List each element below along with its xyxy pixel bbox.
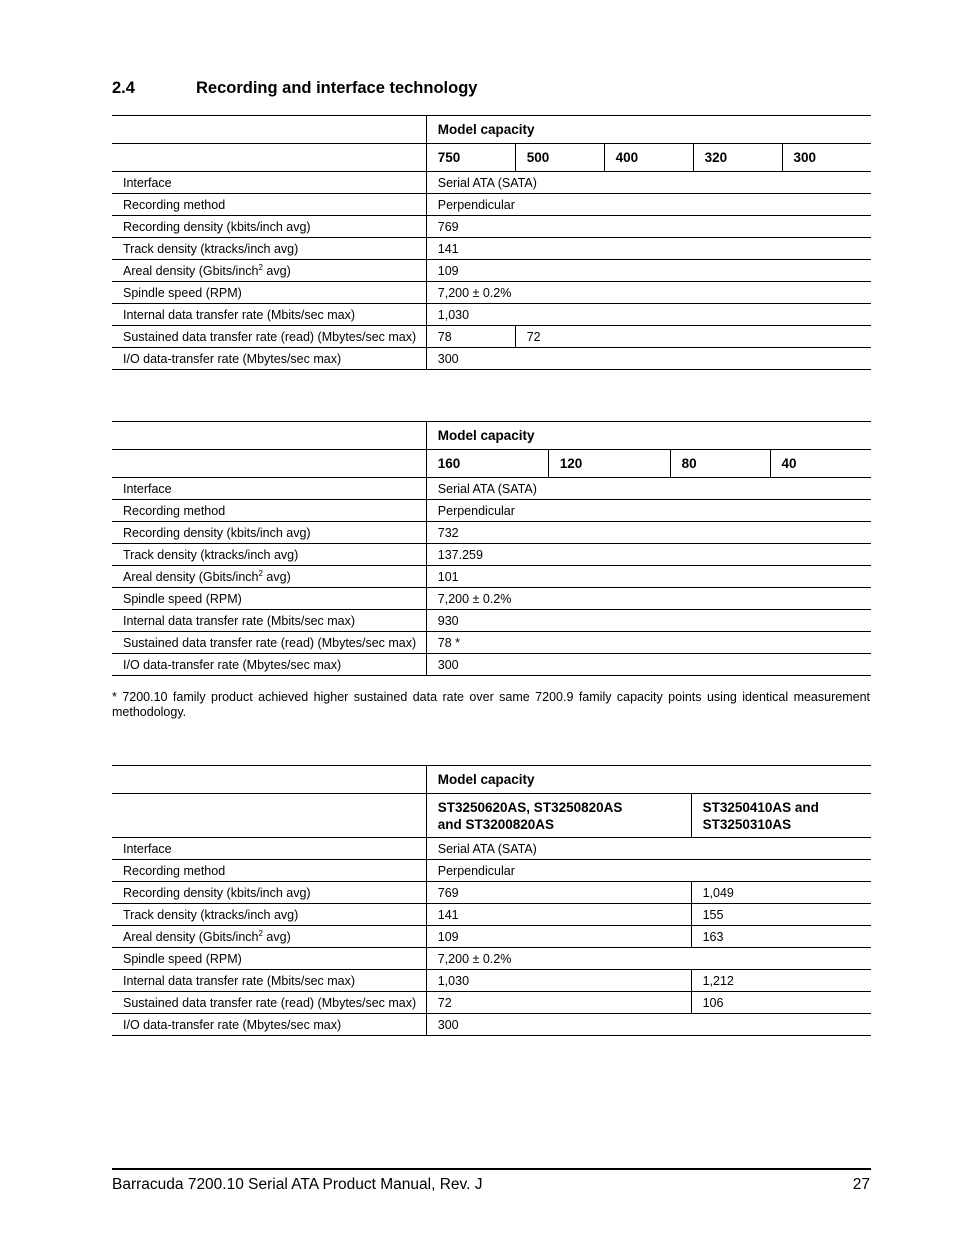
row-label: Interface — [112, 478, 426, 500]
label-superscript: 2 — [258, 928, 263, 938]
table-row — [112, 326, 871, 348]
row-value: 930 — [426, 610, 871, 632]
table-row — [112, 238, 871, 260]
table-row — [112, 1014, 871, 1036]
table-row — [112, 348, 871, 370]
row-label: Recording density (kbits/inch avg) — [112, 522, 426, 544]
capacity-row — [112, 450, 871, 478]
label-superscript: 2 — [258, 568, 263, 578]
row-value: 300 — [426, 654, 871, 676]
row-value: 7,200 ± 0.2% — [426, 948, 871, 970]
table-row — [112, 478, 871, 500]
footnote-marker: * — [112, 690, 117, 704]
row-value: 732 — [426, 522, 871, 544]
label-text: Areal density (Gbits/inch — [123, 929, 259, 944]
row-value: 1,212 — [691, 970, 871, 992]
row-label: Internal data transfer rate (Mbits/sec max) — [112, 610, 426, 632]
table-row — [112, 216, 871, 238]
row-label: Recording density (kbits/inch avg) — [112, 216, 426, 238]
row-value: 109 — [426, 260, 871, 282]
row-label — [112, 260, 426, 282]
model-cell — [691, 794, 871, 838]
row-value: 109 — [426, 926, 691, 948]
footnote-text: 7200.10 family product achieved higher sustained data rate over same 7200.9 family capacity points using identical measurement methodology. — [112, 690, 870, 719]
row-value: 1,049 — [691, 882, 871, 904]
model-line: ST3250310AS — [702, 816, 792, 832]
row-value: 769 — [426, 216, 871, 238]
row-label — [112, 926, 426, 948]
table-row — [112, 904, 871, 926]
section-title: Recording and interface technology — [196, 79, 478, 97]
spec-table-1 — [112, 115, 871, 370]
row-value: 155 — [691, 904, 871, 926]
row-value: 101 — [426, 566, 871, 588]
capacity-cell: 400 — [604, 144, 693, 172]
footer-divider — [112, 1168, 871, 1170]
model-cell — [426, 794, 691, 838]
row-label: Recording method — [112, 194, 426, 216]
row-label: Track density (ktracks/inch avg) — [112, 904, 426, 926]
capacity-cell: 40 — [770, 450, 871, 478]
capacity-cell: 80 — [670, 450, 770, 478]
row-value: 1,030 — [426, 304, 871, 326]
row-label: Spindle speed (RPM) — [112, 588, 426, 610]
table-row — [112, 970, 871, 992]
footer-title: Barracuda 7200.10 Serial ATA Product Manual, Rev. J — [112, 1176, 483, 1193]
row-label: Internal data transfer rate (Mbits/sec max) — [112, 970, 426, 992]
row-value: Perpendicular — [426, 500, 871, 522]
table-row — [112, 948, 871, 970]
table-row — [112, 500, 871, 522]
label-text: Areal density (Gbits/inch — [123, 569, 259, 584]
table-row — [112, 194, 871, 216]
label-text: Areal density (Gbits/inch — [123, 263, 259, 278]
row-label: Spindle speed (RPM) — [112, 948, 426, 970]
row-value: 7,200 ± 0.2% — [426, 282, 871, 304]
row-value: 163 — [691, 926, 871, 948]
row-label: Recording density (kbits/inch avg) — [112, 882, 426, 904]
row-label: Interface — [112, 838, 426, 860]
row-value: Perpendicular — [426, 194, 871, 216]
row-label: I/O data-transfer rate (Mbytes/sec max) — [112, 1014, 426, 1036]
row-value: 769 — [426, 882, 691, 904]
row-value: Perpendicular — [426, 860, 871, 882]
row-label: Recording method — [112, 500, 426, 522]
row-value: 137.259 — [426, 544, 871, 566]
spec-table-2 — [112, 421, 871, 676]
row-label: Sustained data transfer rate (read) (Mbytes/sec max) — [112, 326, 426, 348]
table-row — [112, 588, 871, 610]
row-value: 141 — [426, 238, 871, 260]
table-header-row — [112, 116, 871, 144]
table-header-row — [112, 766, 871, 794]
row-value: 72 — [515, 326, 871, 348]
label-text: avg) — [262, 263, 291, 278]
table-row — [112, 304, 871, 326]
footnote — [112, 690, 870, 720]
row-value: 106 — [691, 992, 871, 1014]
page-number: 27 — [852, 1176, 870, 1193]
row-value: 300 — [426, 1014, 871, 1036]
model-capacity-header: Model capacity — [426, 766, 871, 794]
table-row — [112, 566, 871, 588]
row-label: Internal data transfer rate (Mbits/sec max) — [112, 304, 426, 326]
table-row — [112, 172, 871, 194]
capacity-cell: 320 — [693, 144, 782, 172]
table-row — [112, 522, 871, 544]
table-header-row — [112, 422, 871, 450]
table-row — [112, 260, 871, 282]
row-label: I/O data-transfer rate (Mbytes/sec max) — [112, 654, 426, 676]
row-value: Serial ATA (SATA) — [426, 172, 871, 194]
row-value: 72 — [426, 992, 691, 1014]
capacity-cell: 160 — [426, 450, 548, 478]
row-label: Sustained data transfer rate (read) (Mbytes/sec max) — [112, 632, 426, 654]
row-value: 141 — [426, 904, 691, 926]
model-capacity-header: Model capacity — [426, 116, 871, 144]
table-row — [112, 610, 871, 632]
row-value: 78 — [426, 326, 515, 348]
section-heading — [112, 79, 477, 98]
row-label: I/O data-transfer rate (Mbytes/sec max) — [112, 348, 426, 370]
model-line: ST3250620AS, ST3250820AS — [437, 799, 623, 815]
row-label — [112, 566, 426, 588]
model-line: ST3250410AS and — [702, 799, 819, 815]
row-value: 78 * — [426, 632, 871, 654]
capacity-cell: 120 — [548, 450, 670, 478]
row-value: 7,200 ± 0.2% — [426, 588, 871, 610]
model-row — [112, 794, 871, 838]
table-row — [112, 544, 871, 566]
spec-table-3 — [112, 765, 871, 1036]
capacity-cell: 300 — [782, 144, 871, 172]
table-row — [112, 838, 871, 860]
label-text: avg) — [262, 929, 291, 944]
row-value: Serial ATA (SATA) — [426, 838, 871, 860]
capacity-row — [112, 144, 871, 172]
model-line: and ST3200820AS — [437, 816, 555, 832]
table-row — [112, 882, 871, 904]
row-label: Track density (ktracks/inch avg) — [112, 238, 426, 260]
capacity-cell: 500 — [515, 144, 604, 172]
row-label: Interface — [112, 172, 426, 194]
table-row — [112, 926, 871, 948]
row-label: Sustained data transfer rate (read) (Mbytes/sec max) — [112, 992, 426, 1014]
row-value: 1,030 — [426, 970, 691, 992]
label-text: avg) — [262, 569, 291, 584]
table-row — [112, 992, 871, 1014]
table-row — [112, 654, 871, 676]
section-number: 2.4 — [112, 79, 135, 97]
table-row — [112, 632, 871, 654]
row-label: Recording method — [112, 860, 426, 882]
capacity-cell: 750 — [426, 144, 515, 172]
row-value: Serial ATA (SATA) — [426, 478, 871, 500]
label-superscript: 2 — [258, 262, 263, 272]
row-value: 300 — [426, 348, 871, 370]
row-label: Track density (ktracks/inch avg) — [112, 544, 426, 566]
model-capacity-header: Model capacity — [426, 422, 871, 450]
table-row — [112, 282, 871, 304]
row-label: Spindle speed (RPM) — [112, 282, 426, 304]
table-row — [112, 860, 871, 882]
